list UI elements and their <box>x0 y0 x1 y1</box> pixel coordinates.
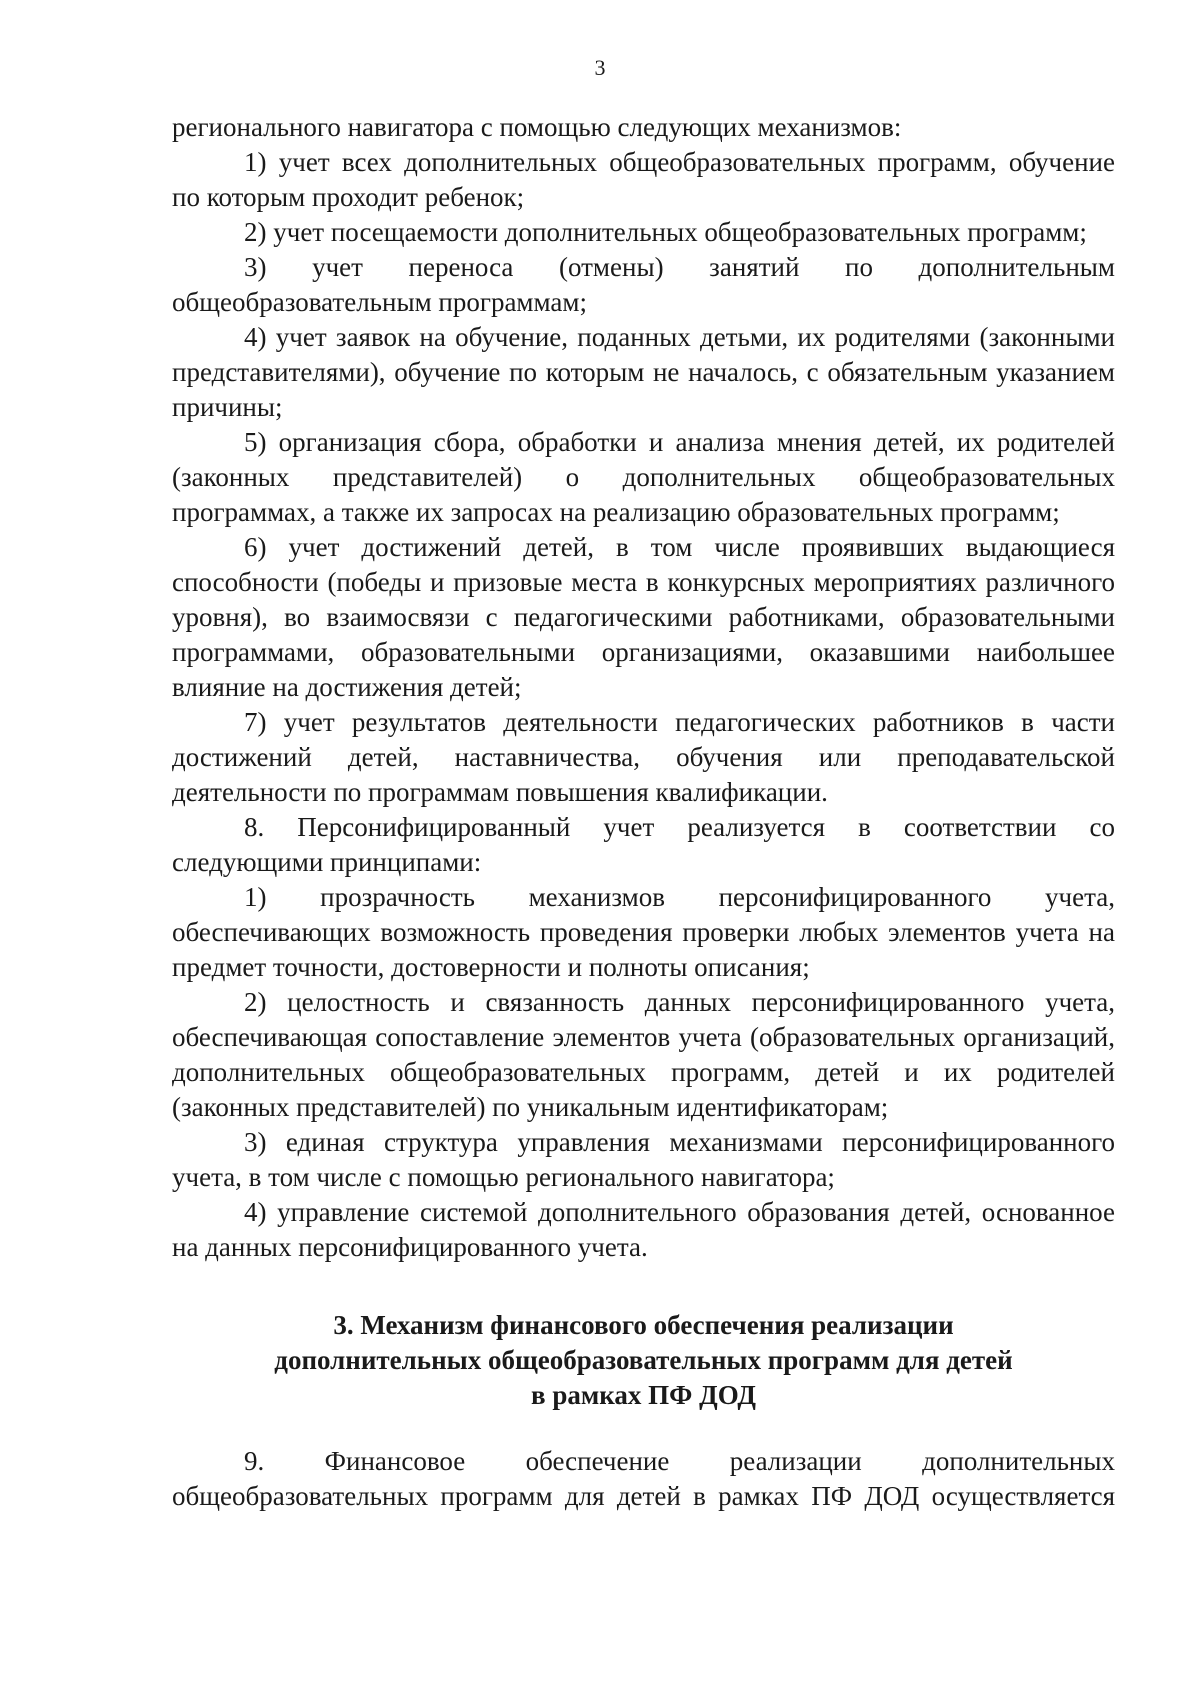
list-item-4: 4) учет заявок на обучение, поданных детьми, их родителями (законными представителями), обучение по которым не началось, с обязательным указанием причины; <box>172 322 1115 422</box>
list-item-1: 1) учет всех дополнительных общеобразовательных программ, обучение по которым проходит ребенок; <box>172 147 1115 212</box>
principle-1: 1) прозрачность механизмов персонифицированного учета, обеспечивающих возможность проведения проверки любых элементов учета на предмет точности, достоверности и полноты описания; <box>172 882 1115 982</box>
principle-2: 2) целостность и связанность данных персонифицированного учета, обеспечивающая сопоставление элементов учета (образовательных организаций, дополнительных общеобразовательных программ, детей и их родителей (законных представителей) по уникальным идентификаторам; <box>172 987 1115 1122</box>
section-heading-line: дополнительных общеобразовательных программ для детей <box>274 1345 1013 1375</box>
list-item-3: 3) учет переноса (отмены) занятий по дополнительным общеобразовательным программам; <box>172 252 1115 317</box>
section-heading-line: 3. Механизм финансового обеспечения реализации <box>333 1310 954 1340</box>
list-item-6: 6) учет достижений детей, в том числе проявивших выдающиеся способности (победы и призовые места в конкурсных мероприятиях различного уровня), во взаимосвязи с педагогическими работниками, образовательными программами, образовательными организациями, оказавшими наибольшее влияние на достижения детей; <box>172 532 1115 702</box>
section-heading <box>172 1308 1115 1413</box>
principle-3: 3) единая структура управления механизмами персонифицированного учета, в том числе с помощью регионального навигатора; <box>172 1127 1115 1192</box>
page-number: 3 <box>594 55 606 80</box>
paragraph-intro: регионального навигатора с помощью следующих механизмов: <box>172 112 902 142</box>
list-item-2: 2) учет посещаемости дополнительных общеобразовательных программ; <box>244 217 1087 247</box>
section-heading-line: в рамках ПФ ДОД <box>531 1380 756 1410</box>
list-item-5: 5) организация сбора, обработки и анализа мнения детей, их родителей (законных представителей) о дополнительных общеобразовательных программах, а также их запросах на реализацию образовательных программ; <box>172 427 1115 527</box>
principle-4: 4) управление системой дополнительного образования детей, основанное на данных персонифицированного учета. <box>172 1197 1115 1262</box>
document-body <box>172 110 1115 1514</box>
list-item-7: 7) учет результатов деятельности педагогических работников в части достижений детей, наставничества, обучения или преподавательской деятельности по программам повышения квалификации. <box>172 707 1115 807</box>
paragraph-8: 8. Персонифицированный учет реализуется в соответствии со следующими принципами: <box>172 812 1115 877</box>
paragraph-9: 9. Финансовое обеспечение реализации дополнительных общеобразовательных программ для детей в рамках ПФ ДОД осуществляется <box>172 1446 1115 1511</box>
